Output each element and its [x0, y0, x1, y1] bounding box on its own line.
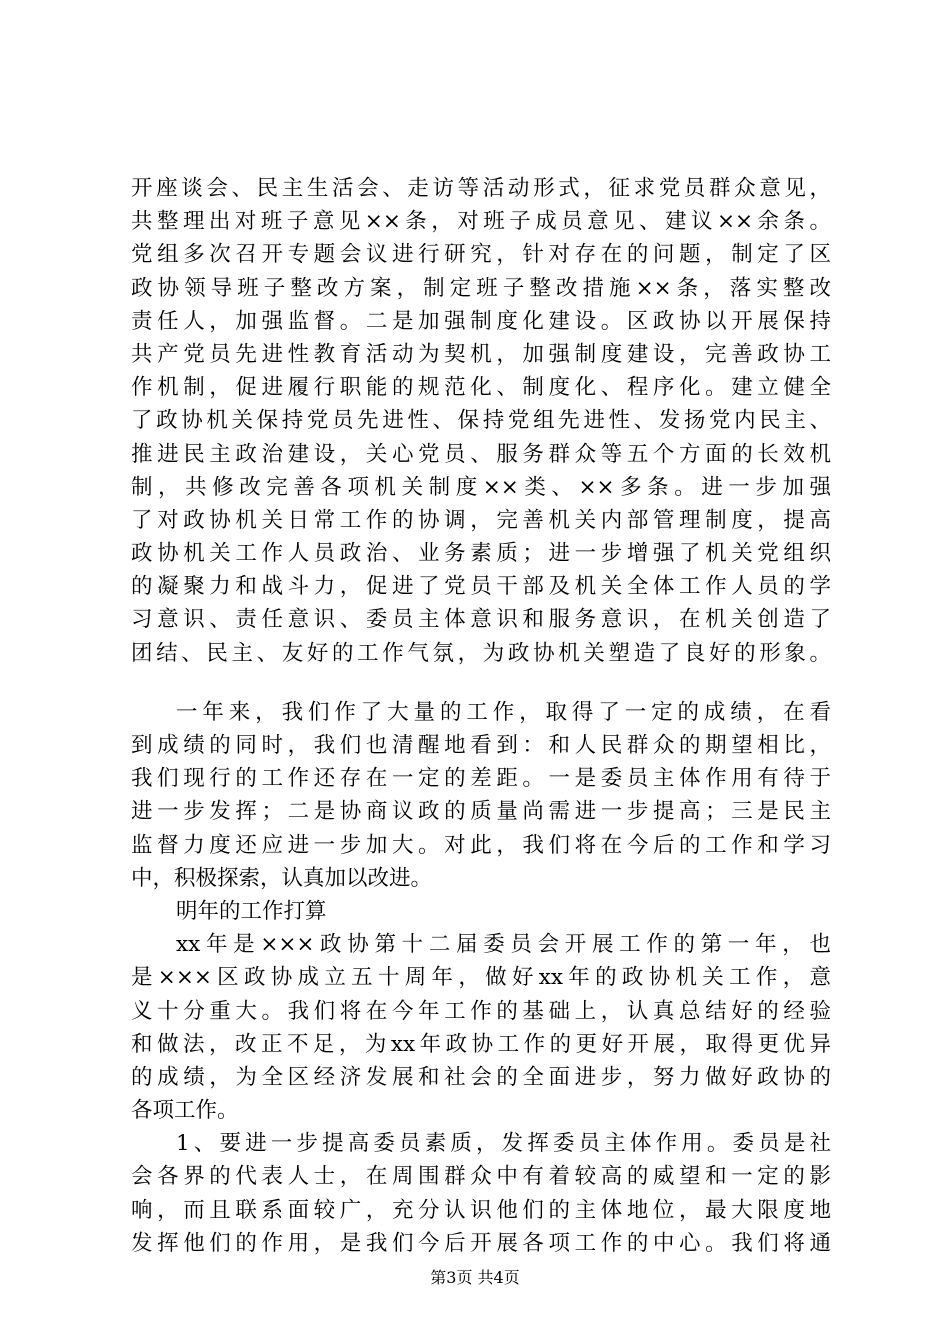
paragraph-3 [131, 928, 831, 1127]
text-line: 响，而且联系面较广，充分认识他们的主体地位，最大限度地 [131, 1197, 831, 1223]
text-line: 习意识、责任意识、委员主体意识和服务意识，在机关创造了 [131, 607, 831, 633]
text-line: 推进民主政治建设，关心党员、服务群众等五个方面的长效机 [131, 441, 831, 467]
text-line: 共产党员先进性教育活动为契机，加强制度建设，完善政协工 [131, 341, 831, 367]
text-line: 是×××区政协成立五十周年，做好xx年的政协机关工作，意 [131, 965, 831, 991]
text-line: 各项工作。 [131, 1098, 239, 1124]
text-line: 中，积极探索，认真加以改进。 [131, 865, 433, 891]
text-line: 了对政协机关日常工作的协调，完善机关内部管理制度，提高 [131, 507, 831, 533]
text-line: 会各界的代表人士，在周围群众中有着较高的威望和一定的影 [131, 1164, 831, 1190]
paragraph-4 [131, 1127, 831, 1260]
text-line: 的凝聚力和战斗力，促进了党员干部及机关全体工作人员的学 [131, 574, 831, 600]
page-footer: 第3页 共4页 [430, 1268, 520, 1287]
text-line: 制，共修改完善各项机关制度××类、××多条。进一步加强 [131, 474, 831, 500]
text-line: 政协机关工作人员政治、业务素质；进一步增强了机关党组织 [131, 541, 831, 567]
text-line: 了政协机关保持党员先进性、保持党组先进性、发扬党内民主、 [131, 408, 831, 434]
paragraph-1 [131, 172, 831, 670]
text-line: 党组多次召开专题会议进行研究，针对存在的问题，制定了区 [131, 242, 831, 268]
text-line: 和做法，改正不足，为xx年政协工作的更好开展，取得更优异 [131, 1031, 831, 1057]
text-line: 义十分重大。我们将在今年工作的基础上，认真总结好的经验 [131, 998, 831, 1024]
text-line: 监督力度还应进一步加大。对此，我们将在今后的工作和学习 [131, 832, 831, 858]
text-line: 进一步发挥；二是协商议政的质量尚需进一步提高；三是民主 [131, 799, 831, 825]
section-heading: 明年的工作打算 [176, 898, 327, 924]
text-line: 的成绩，为全区经济发展和社会的全面进步，努力做好政协的 [131, 1064, 831, 1090]
text-line: 团结、民主、友好的工作气氛，为政协机关塑造了良好的形象。 [131, 640, 831, 666]
text-line: 政协领导班子整改方案，制定班子整改措施××条，落实整改 [131, 275, 831, 301]
text-line: 我们现行的工作还存在一定的差距。一是委员主体作用有待于 [131, 766, 831, 792]
text-line: 作机制，促进履行职能的规范化、制度化、程序化。建立健全 [131, 375, 831, 401]
paragraph-2 [131, 696, 831, 895]
text-line: 1、要进一步提高委员素质，发挥委员主体作用。委员是社 [176, 1131, 831, 1157]
text-line: 到成绩的同时，我们也清醒地看到：和人民群众的期望相比， [131, 733, 831, 758]
paragraph-gap [131, 670, 831, 696]
text-line: xx年是×××政协第十二届委员会开展工作的第一年，也 [176, 932, 831, 958]
text-line: 共整理出对班子意见××条，对班子成员意见、建议××余条。 [131, 209, 831, 235]
document-body [131, 172, 831, 1260]
text-line: 责任人，加强监督。二是加强制度化建设。区政协以开展保持 [131, 308, 831, 334]
text-line: 发挥他们的作用，是我们今后开展各项工作的中心。我们将通 [131, 1230, 831, 1256]
text-line: 开座谈会、民主生活会、走访等活动形式，征求党员群众意见， [131, 176, 831, 201]
text-line: 一年来，我们作了大量的工作，取得了一定的成绩，在看 [176, 699, 831, 725]
